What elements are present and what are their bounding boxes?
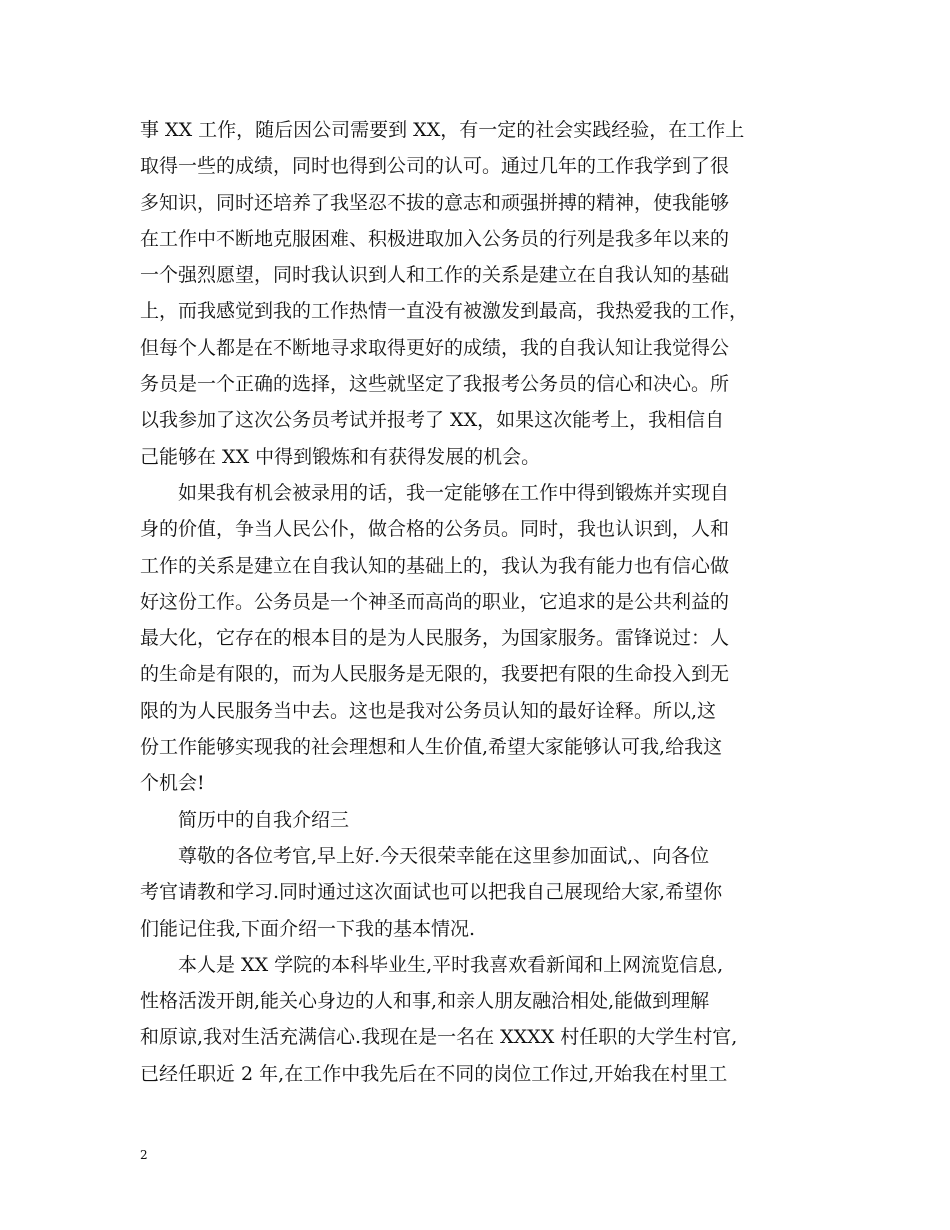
text-line: 们能记住我,下面介绍一下我的基本情况. (140, 917, 476, 940)
text-line: 本人是 XX 学院的本科毕业生,平时我喜欢看新闻和上网流览信息, (178, 953, 724, 976)
text-line: 和原谅,我对生活充满信心.我现在是一名在 XXXX 村任职的大学生村官, (140, 1026, 738, 1049)
text-line: 简历中的自我介绍三 (178, 808, 350, 831)
text-line: 考官请教和学习.同时通过这次面试也可以把我自己展现给大家,希望你 (140, 881, 723, 904)
text-line: 身的价值，争当人民公仆，做合格的公务员。同时，我也认识到，人和 (140, 518, 730, 541)
text-line: 性格活泼开朗,能关心身边的人和事,和亲人朋友融洽相处,能做到理解 (140, 990, 710, 1013)
text-line: 上，而我感觉到我的工作热情一直没有被激发到最高，我热爱我的工作， (140, 300, 749, 323)
body-text (140, 112, 820, 1092)
text-line: 己能够在 XX 中得到锻炼和有获得发展的机会。 (140, 445, 541, 468)
text-line: 限的为人民服务当中去。这也是我对公务员认知的最好诠释。所以,这 (140, 699, 717, 722)
text-line: 最大化，它存在的根本目的是为人民服务，为国家服务。雷锋说过：人 (140, 627, 730, 650)
text-line: 尊敬的各位考官,早上好.今天很荣幸能在这里参加面试,、向各位 (178, 844, 710, 867)
text-line: 已经任职近 2 年,在工作中我先后在不同的岗位工作过,开始我在村里工 (140, 1062, 728, 1085)
text-line: 在工作中不断地克服困难、积极进取加入公务员的行列是我多年以来的 (140, 227, 730, 250)
text-line: 事 XX 工作，随后因公司需要到 XX，有一定的社会实践经验，在工作上 (140, 119, 745, 141)
text-line: 如果我有机会被录用的话，我一定能够在工作中得到锻炼并实现自 (178, 481, 730, 504)
text-line: 好这份工作。公务员是一个神圣而高尚的职业，它追求的是公共利益的 (140, 590, 730, 613)
text-line: 的生命是有限的，而为人民服务是无限的，我要把有限的生命投入到无 (140, 663, 730, 686)
text-line: 多知识，同时还培养了我坚忍不拔的意志和顽强拼搏的精神，使我能够 (140, 191, 730, 214)
text-line: 务员是一个正确的选择，这些就坚定了我报考公务员的信心和决心。所 (140, 373, 730, 396)
text-line: 以我参加了这次公务员考试并报考了 XX，如果这次能考上，我相信自 (140, 409, 725, 432)
page-number: 2 (140, 1148, 148, 1162)
text-line: 工作的关系是建立在自我认知的基础上的，我认为我有能力也有信心做 (140, 554, 730, 577)
text-line: 份工作能够实现我的社会理想和人生价值,希望大家能够认可我,给我这 (140, 736, 723, 759)
text-line: 一个强烈愿望，同时我认识到人和工作的关系是建立在自我认知的基础 (140, 264, 730, 287)
text-line: 取得一些的成绩，同时也得到公司的认可。通过几年的工作我学到了很 (140, 155, 730, 178)
text-line: 个机会! (140, 772, 205, 795)
text-line: 但每个人都是在不断地寻求取得更好的成绩，我的自我认知让我觉得公 (140, 336, 730, 359)
